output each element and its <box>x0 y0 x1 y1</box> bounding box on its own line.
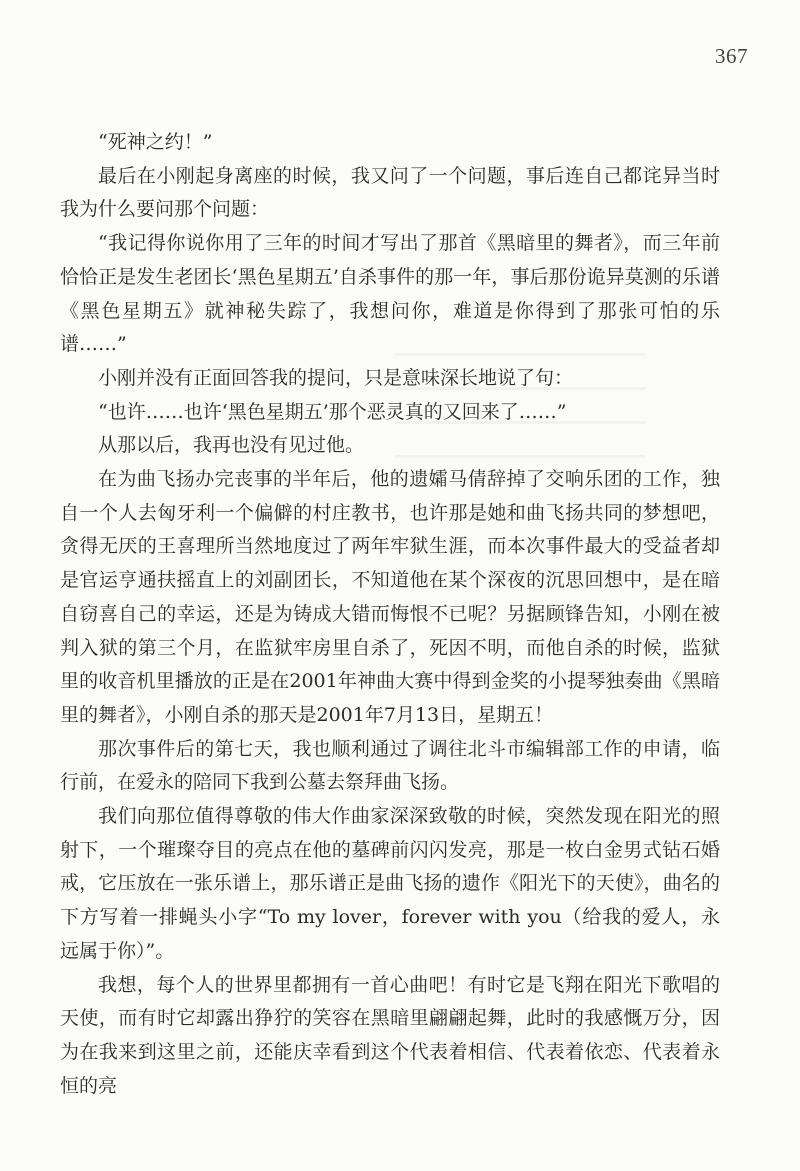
paragraph: 在为曲飞扬办完丧事的半年后，他的遗孀马倩辞掉了交响乐团的工作，独自一个人去匈牙利一个偏僻的村庄教书，也许那是她和曲飞扬共同的梦想吧，贪得无厌的王喜理所当然地度过了两年牢狱生涯，而本次事件最大的受益者却是官运亨通扶摇直上的刘副团长，不知道他在某个深夜的沉思回想中，是在暗自窃喜自己的幸运，还是为铸成大错而悔恨不已呢？另据顾锋告知，小刚在被判入狱的第三个月，在监狱牢房里自杀了，死因不明，而他自杀的时候，监狱里的收音机里播放的正是在2001年神曲大赛中得到金奖的小提琴独奏曲《黑暗里的舞者》，小刚自杀的那天是2001年7月13日，星期五！ <box>60 468 720 726</box>
paragraph: 那次事件后的第七天，我也顺利通过了调往北斗市编辑部工作的申请，临行前，在爱永的陪同下我到公墓去祭拜曲飞扬。 <box>60 737 720 794</box>
paragraph: “也许……也许‘黑色星期五’那个恶灵真的又回来了……” <box>98 400 567 423</box>
body-text <box>60 126 720 1103</box>
paragraph: “我记得你说你用了三年的时间才写出了那首《黑暗里的舞者》，而三年前恰恰正是发生老团长‘黑色星期五’自杀事件的那一年，事后那份诡异莫测的乐谱《黑色星期五》就神秘失踪了，我想问你，难道是你得到了那张可怕的乐谱……” <box>60 232 720 356</box>
paragraph: 最后在小刚起身离座的时候，我又问了一个问题，事后连自己都诧异当时我为什么要问那个问题： <box>60 164 720 221</box>
paragraph: 小刚并没有正面回答我的提问，只是意味深长地说了句： <box>98 366 574 389</box>
paragraph: 我们向那位值得尊敬的伟大作曲家深深致敬的时候，突然发现在阳光的照射下，一个璀璨夺目的亮点在他的墓碑前闪闪发亮，那是一枚白金男式钻石婚戒，它压放在一张乐谱上，那乐谱正是曲飞扬的遗作《阳光下的天使》，曲名的下方写着一排蝇头小字“To my lover，forever with you（给我的爱人，永远属于你）”。 <box>60 805 720 962</box>
paragraph: “死神之约！” <box>98 131 213 153</box>
page-number: 367 <box>715 44 748 68</box>
paragraph: 从那以后，我再也没有见过他。 <box>98 434 365 457</box>
paragraph: 我想，每个人的世界里都拥有一首心曲吧！有时它是飞翔在阳光下歌唱的天使，而有时它却露出狰狞的笑容在黑暗里翩翩起舞，此时的我感慨万分，因为在我来到这里之前，还能庆幸看到这个代表着相信、代表着依恋、代表着永恒的亮 <box>60 973 720 1097</box>
